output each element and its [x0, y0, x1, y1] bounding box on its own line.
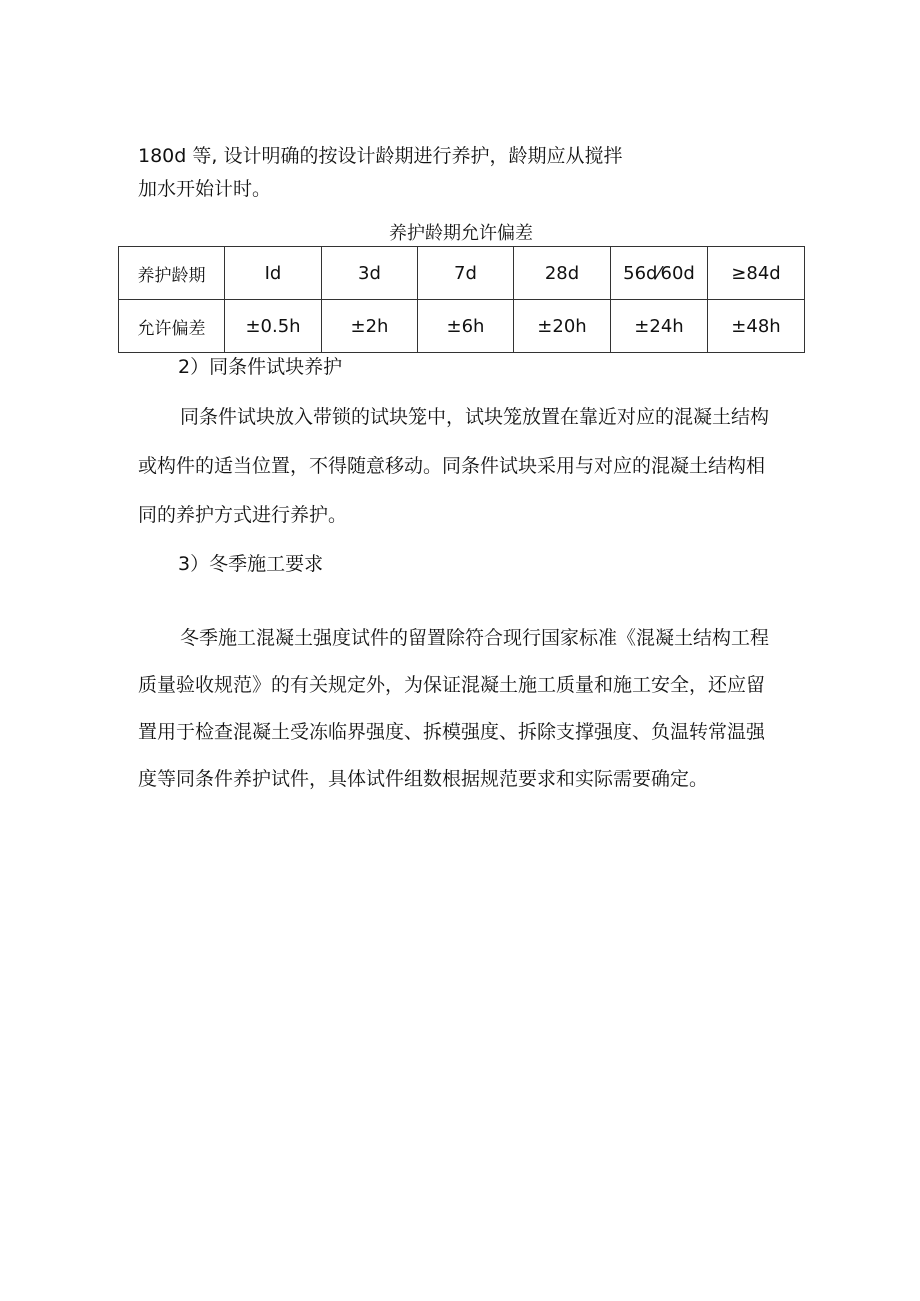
section-3-heading: 3）冬季施工要求 — [178, 553, 324, 575]
table-cell: ±6h — [418, 300, 514, 353]
table-row — [119, 247, 805, 300]
section-2-line-2: 或构件的适当位置，不得随意移动。同条件试块采用与对应的混凝土结构相 — [138, 455, 766, 477]
table-cell: ≥84d — [708, 247, 805, 300]
intro-line-2: 加水开始计时。 — [138, 178, 272, 200]
table-cell: 7d — [418, 247, 514, 300]
table-cell: 3d — [322, 247, 418, 300]
row-header-curing-age: 养护龄期 — [119, 247, 225, 300]
table-cell: Id — [225, 247, 322, 300]
table-cell: ±24h — [611, 300, 708, 353]
section-3-line-1: 冬季施工混凝土强度试件的留置除符合现行国家标准《混凝土结构工程 — [180, 627, 770, 649]
section-3-line-2: 质量验收规范》的有关规定外，为保证混凝土施工质量和施工安全，还应留 — [138, 674, 766, 696]
table-cell: ±2h — [322, 300, 418, 353]
table-cell: ±0.5h — [225, 300, 322, 353]
section-2-line-1: 同条件试块放入带锁的试块笼中，试块笼放置在靠近对应的混凝土结构 — [180, 406, 770, 428]
table-cell: ±48h — [708, 300, 805, 353]
section-2-heading: 2）同条件试块养护 — [178, 356, 343, 378]
intro-line-1: 180d 等, 设计明确的按设计龄期进行养护，龄期应从搅拌 — [138, 145, 623, 167]
section-3-line-3: 置用于检查混凝土受冻临界强度、拆模强度、拆除支撑强度、负温转常温强 — [138, 721, 766, 743]
table-cell: 56d⁄60d — [611, 247, 708, 300]
table-cell: ±20h — [514, 300, 611, 353]
table-row — [119, 300, 805, 353]
section-3-line-4: 度等同条件养护试件，具体试件组数根据规范要求和实际需要确定。 — [138, 768, 709, 790]
section-2-line-3: 同的养护方式进行养护。 — [138, 504, 348, 526]
table-cell: 28d — [514, 247, 611, 300]
table-caption: 养护龄期允许偏差 — [389, 223, 533, 244]
curing-tolerance-table — [118, 246, 805, 353]
row-header-tolerance: 允许偏差 — [119, 300, 225, 353]
